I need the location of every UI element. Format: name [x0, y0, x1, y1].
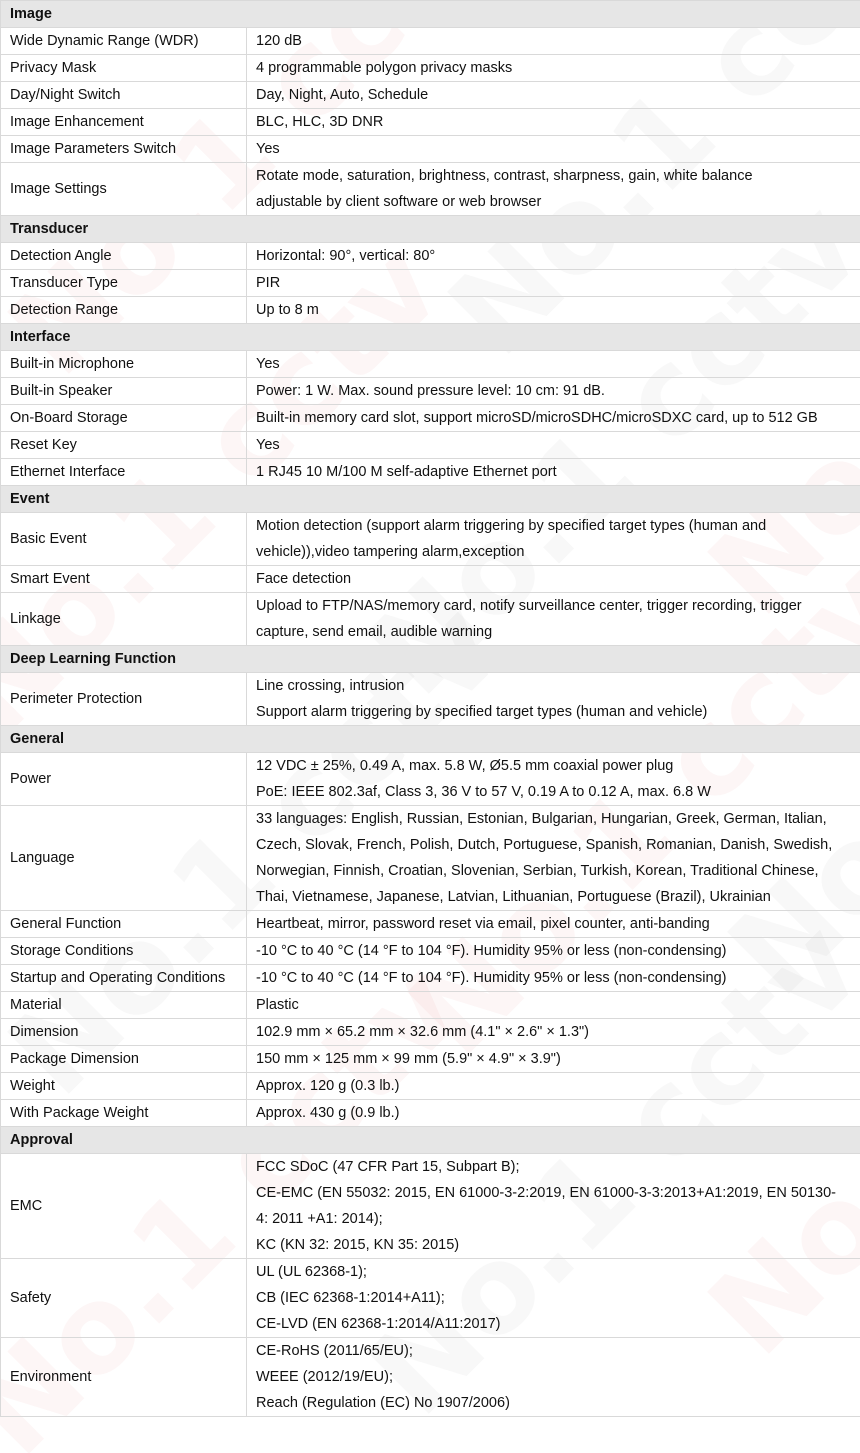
spec-value	[247, 297, 860, 324]
spec-value-line: Built-in memory card slot, support microSD/microSDHC/microSDXC card, up to 512 GB	[256, 410, 818, 426]
spec-value	[247, 513, 860, 566]
spec-value-line: 4 programmable polygon privacy masks	[256, 60, 513, 76]
table-row	[1, 136, 860, 163]
spec-label: Safety	[1, 1259, 247, 1338]
spec-label: Package Dimension	[1, 1046, 247, 1073]
spec-label: General Function	[1, 911, 247, 938]
spec-label: EMC	[1, 1154, 247, 1259]
table-row	[1, 566, 860, 593]
spec-value	[247, 593, 860, 646]
section-header	[1, 1127, 860, 1154]
spec-value	[247, 28, 860, 55]
table-row	[1, 243, 860, 270]
spec-value	[247, 136, 860, 163]
spec-value	[247, 55, 860, 82]
spec-value-line: WEEE (2012/19/EU);	[256, 1369, 393, 1385]
spec-label: Reset Key	[1, 432, 247, 459]
spec-label: Startup and Operating Conditions	[1, 965, 247, 992]
spec-value-line: -10 °C to 40 °C (14 °F to 104 °F). Humidity 95% or less (non-condensing)	[256, 943, 727, 959]
table-row	[1, 1259, 860, 1338]
spec-value-line: Rotate mode, saturation, brightness, contrast, sharpness, gain, white balance	[256, 168, 753, 184]
table-row	[1, 753, 860, 806]
spec-value	[247, 806, 860, 911]
spec-value-line: -10 °C to 40 °C (14 °F to 104 °F). Humidity 95% or less (non-condensing)	[256, 970, 727, 986]
spec-label: Privacy Mask	[1, 55, 247, 82]
spec-value-line: capture, send email, audible warning	[256, 624, 493, 640]
spec-label: Smart Event	[1, 566, 247, 593]
section-title: Transducer	[1, 216, 860, 243]
spec-value-line: Up to 8 m	[256, 302, 319, 318]
spec-value-line: Heartbeat, mirror, password reset via email, pixel counter, anti-banding	[256, 916, 710, 932]
table-row	[1, 938, 860, 965]
section-title: General	[1, 726, 860, 753]
table-row	[1, 992, 860, 1019]
table-row	[1, 911, 860, 938]
spec-value	[247, 911, 860, 938]
spec-value	[247, 432, 860, 459]
spec-value-line: 33 languages: English, Russian, Estonian, Bulgarian, Hungarian, Greek, German, Italian,	[256, 811, 827, 827]
spec-value	[247, 163, 860, 216]
spec-value-line: CE-EMC (EN 55032: 2015, EN 61000-3-2:2019, EN 61000-3-3:2013+A1:2019, EN 50130-	[256, 1185, 836, 1201]
spec-label: Built-in Microphone	[1, 351, 247, 378]
spec-value-line: Yes	[256, 437, 280, 453]
spec-value	[247, 1046, 860, 1073]
spec-value-line: KC (KN 32: 2015, KN 35: 2015)	[256, 1237, 460, 1253]
table-row	[1, 1154, 860, 1259]
spec-value	[247, 1259, 860, 1338]
table-row	[1, 593, 860, 646]
spec-value-line: 150 mm × 125 mm × 99 mm (5.9" × 4.9" × 3.9")	[256, 1051, 561, 1067]
spec-label: Day/Night Switch	[1, 82, 247, 109]
table-row	[1, 1073, 860, 1100]
table-row	[1, 28, 860, 55]
spec-value-line: Approx. 430 g (0.9 lb.)	[256, 1105, 400, 1121]
spec-value-line: Motion detection (support alarm triggering by specified target types (human and	[256, 518, 767, 534]
spec-value	[247, 1154, 860, 1259]
table-row	[1, 351, 860, 378]
spec-label: Transducer Type	[1, 270, 247, 297]
spec-value-line: CE-LVD (EN 62368-1:2014/A11:2017)	[256, 1316, 501, 1332]
spec-value	[247, 378, 860, 405]
spec-label: Dimension	[1, 1019, 247, 1046]
spec-value-line: 4: 2011 +A1: 2014);	[256, 1211, 383, 1227]
spec-value-line: 120 dB	[256, 33, 302, 49]
spec-value	[247, 965, 860, 992]
spec-label: Power	[1, 753, 247, 806]
spec-value-line: Power: 1 W. Max. sound pressure level: 10 cm: 91 dB.	[256, 383, 605, 399]
section-title: Approval	[1, 1127, 860, 1154]
table-row	[1, 82, 860, 109]
table-row	[1, 673, 860, 726]
section-header	[1, 646, 860, 673]
spec-value-line: 12 VDC ± 25%, 0.49 A, max. 5.8 W, Ø5.5 mm coaxial power plug	[256, 758, 674, 774]
section-title: Deep Learning Function	[1, 646, 860, 673]
table-row	[1, 806, 860, 911]
spec-value	[247, 938, 860, 965]
spec-value	[247, 1338, 860, 1417]
table-row	[1, 405, 860, 432]
spec-value-line: Day, Night, Auto, Schedule	[256, 87, 429, 103]
spec-value-line: FCC SDoC (47 CFR Part 15, Subpart B);	[256, 1159, 520, 1175]
spec-label: Detection Range	[1, 297, 247, 324]
spec-value-line: Face detection	[256, 571, 352, 587]
spec-value-line: 1 RJ45 10 M/100 M self-adaptive Ethernet port	[256, 464, 557, 480]
section-title: Event	[1, 486, 860, 513]
spec-label: On-Board Storage	[1, 405, 247, 432]
table-row	[1, 378, 860, 405]
spec-value-line: vehicle)),video tampering alarm,exception	[256, 544, 525, 560]
spec-label: Detection Angle	[1, 243, 247, 270]
spec-value	[247, 405, 860, 432]
spec-label: Built-in Speaker	[1, 378, 247, 405]
spec-label: With Package Weight	[1, 1100, 247, 1127]
spec-label: Language	[1, 806, 247, 911]
spec-value-line: BLC, HLC, 3D DNR	[256, 114, 384, 130]
spec-value-line: Czech, Slovak, French, Polish, Dutch, Portuguese, Spanish, Romanian, Danish, Swedish,	[256, 837, 833, 853]
table-row	[1, 270, 860, 297]
spec-value	[247, 243, 860, 270]
spec-value-line: Plastic	[256, 997, 299, 1013]
spec-value	[247, 82, 860, 109]
spec-label: Weight	[1, 1073, 247, 1100]
table-row	[1, 1338, 860, 1417]
spec-value-line: CB (IEC 62368-1:2014+A11);	[256, 1290, 445, 1306]
table-row	[1, 297, 860, 324]
section-header	[1, 1, 860, 28]
section-header	[1, 486, 860, 513]
table-row	[1, 432, 860, 459]
spec-value-line: Reach (Regulation (EC) No 1907/2006)	[256, 1395, 510, 1411]
spec-value	[247, 1073, 860, 1100]
table-row	[1, 55, 860, 82]
spec-value-line: PIR	[256, 275, 281, 291]
section-header	[1, 324, 860, 351]
table-row	[1, 1100, 860, 1127]
spec-label: Image Parameters Switch	[1, 136, 247, 163]
section-header	[1, 216, 860, 243]
spec-label: Basic Event	[1, 513, 247, 566]
table-row	[1, 1046, 860, 1073]
spec-value	[247, 566, 860, 593]
spec-label: Storage Conditions	[1, 938, 247, 965]
spec-label: Perimeter Protection	[1, 673, 247, 726]
table-row	[1, 965, 860, 992]
spec-value-line: Horizontal: 90°, vertical: 80°	[256, 248, 436, 264]
spec-value-line: Approx. 120 g (0.3 lb.)	[256, 1078, 400, 1094]
spec-label: Linkage	[1, 593, 247, 646]
spec-label: Environment	[1, 1338, 247, 1417]
spec-label: Ethernet Interface	[1, 459, 247, 486]
spec-table-body	[1, 1, 860, 1417]
spec-value-line: Norwegian, Finnish, Croatian, Slovenian, Serbian, Turkish, Korean, Traditional Chinese,	[256, 863, 819, 879]
spec-value-line: PoE: IEEE 802.3af, Class 3, 36 V to 57 V, 0.19 A to 0.12 A, max. 6.8 W	[256, 784, 711, 800]
table-row	[1, 163, 860, 216]
spec-value	[247, 1019, 860, 1046]
spec-value	[247, 753, 860, 806]
spec-value	[247, 1100, 860, 1127]
spec-label: Image Settings	[1, 163, 247, 216]
section-title: Interface	[1, 324, 860, 351]
section-header	[1, 726, 860, 753]
table-row	[1, 109, 860, 136]
spec-value	[247, 673, 860, 726]
spec-value-line: UL (UL 62368-1);	[256, 1264, 367, 1280]
spec-value	[247, 459, 860, 486]
spec-value	[247, 351, 860, 378]
spec-value-line: Yes	[256, 356, 280, 372]
spec-value	[247, 109, 860, 136]
spec-value-line: Line crossing, intrusion	[256, 678, 405, 694]
spec-value-line: Support alarm triggering by specified target types (human and vehicle)	[256, 704, 708, 720]
spec-value-line: CE-RoHS (2011/65/EU);	[256, 1343, 413, 1359]
section-title: Image	[1, 1, 860, 28]
spec-value-line: adjustable by client software or web browser	[256, 194, 542, 210]
spec-label: Wide Dynamic Range (WDR)	[1, 28, 247, 55]
spec-label: Image Enhancement	[1, 109, 247, 136]
spec-value-line: Thai, Vietnamese, Japanese, Latvian, Lithuanian, Portuguese (Brazil), Ukrainian	[256, 889, 771, 905]
table-row	[1, 1019, 860, 1046]
spec-label: Material	[1, 992, 247, 1019]
spec-value	[247, 992, 860, 1019]
table-row	[1, 513, 860, 566]
table-row	[1, 459, 860, 486]
spec-value	[247, 270, 860, 297]
spec-value-line: Upload to FTP/NAS/memory card, notify surveillance center, trigger recording, trigger	[256, 598, 802, 614]
spec-value-line: Yes	[256, 141, 280, 157]
spec-value-line: 102.9 mm × 65.2 mm × 32.6 mm (4.1" × 2.6" × 1.3")	[256, 1024, 589, 1040]
